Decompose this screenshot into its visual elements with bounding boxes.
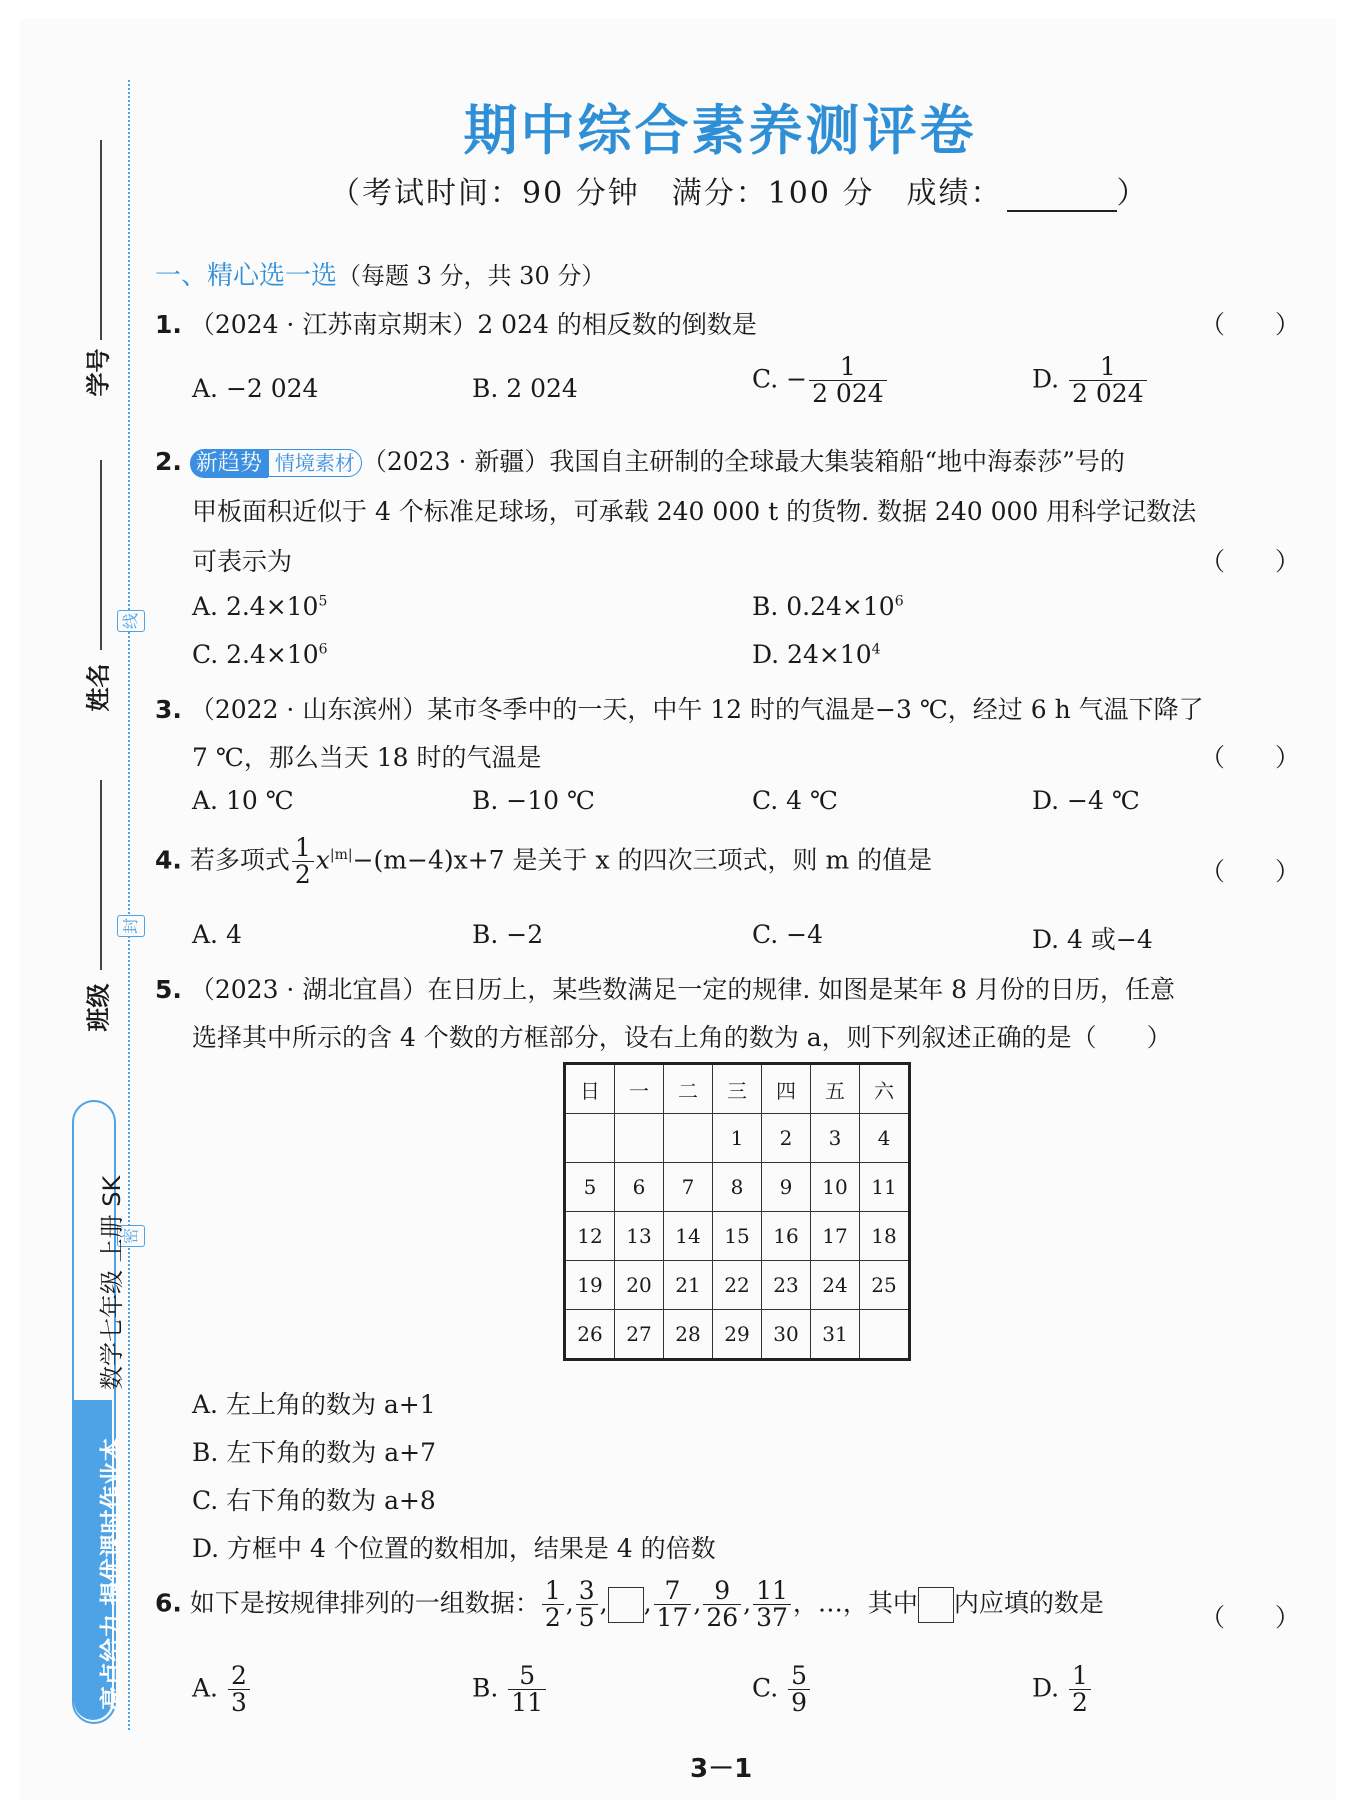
calendar-cell: 12 bbox=[565, 1212, 615, 1261]
answer-paren: （ ） bbox=[1200, 857, 1301, 886]
question-3 bbox=[155, 690, 1204, 726]
exponent: 5 bbox=[318, 593, 328, 610]
question-text-line2: 7 ℃，那么当天 18 时的气温是 bbox=[192, 743, 542, 772]
calendar-row bbox=[565, 1261, 910, 1310]
option-b: B. −10 ℃ bbox=[472, 786, 595, 815]
numerator: 5 bbox=[508, 1663, 546, 1690]
calendar-header-cell: 一 bbox=[615, 1064, 664, 1114]
answer-paren: （ ） bbox=[1200, 310, 1301, 339]
denominator: 5 bbox=[578, 1603, 595, 1633]
numerator: 11 bbox=[753, 1578, 791, 1605]
question-text-pre: 若多项式 bbox=[189, 845, 290, 875]
context-tag: 情境素材 bbox=[268, 449, 362, 477]
option-d: D. 方框中 4 个位置的数相加，结果是 4 的倍数 bbox=[192, 1534, 716, 1563]
numerator: 5 bbox=[788, 1663, 810, 1690]
numerator: 9 bbox=[703, 1578, 741, 1605]
question-text-post: 内应填的数是 bbox=[953, 1588, 1104, 1618]
blank-box bbox=[918, 1587, 954, 1623]
question-text-line3: 可表示为 bbox=[192, 547, 293, 576]
option-c: C. 右下角的数为 a+8 bbox=[192, 1486, 436, 1515]
margin-char-feng: 封 bbox=[117, 915, 145, 937]
calendar-cell: 27 bbox=[615, 1310, 664, 1360]
calendar-cell: 13 bbox=[615, 1212, 664, 1261]
calendar-row bbox=[565, 1114, 910, 1163]
section-points: （每题 3 分，共 30 分） bbox=[337, 262, 606, 290]
numerator: 1 bbox=[1069, 1663, 1091, 1690]
calendar-cell: 2 bbox=[762, 1114, 811, 1163]
calendar-cell: 24 bbox=[811, 1261, 860, 1310]
answer-paren: （ ） bbox=[1200, 547, 1301, 576]
blank-box bbox=[608, 1587, 644, 1623]
fraction bbox=[788, 1663, 810, 1717]
question-number: 1. bbox=[155, 310, 182, 339]
option-d: D. −4 ℃ bbox=[1032, 786, 1140, 815]
spine-top-text: 数学七年级 上册 SK bbox=[98, 1175, 126, 1390]
calendar-header-cell: 日 bbox=[565, 1064, 615, 1114]
section-label: 一、精心选一选 bbox=[155, 261, 338, 291]
calendar-header-cell: 三 bbox=[713, 1064, 762, 1114]
calendar-cell: 8 bbox=[713, 1163, 762, 1212]
fraction bbox=[1069, 1663, 1091, 1717]
calendar-cell: 29 bbox=[713, 1310, 762, 1360]
banji-blank-line bbox=[100, 780, 102, 970]
denominator: 2 bbox=[1072, 1688, 1088, 1718]
denominator: 26 bbox=[706, 1603, 739, 1633]
numerator: 1 bbox=[1069, 354, 1147, 381]
numerator: 2 bbox=[228, 1663, 250, 1690]
numerator: 1 bbox=[809, 354, 887, 381]
option-text: B. 0.24×10 bbox=[752, 592, 895, 621]
denominator: 17 bbox=[656, 1603, 689, 1633]
question-number: 2. bbox=[155, 447, 182, 476]
fraction bbox=[542, 1578, 564, 1632]
denominator: 11 bbox=[511, 1688, 544, 1718]
question-6: 6. 如下是按规律排列的一组数据： $\frac{1}{2}$ , $\frac{3}{5}$ , , $\frac{7}{17}$ , $\frac{9}{26}$ , $\frac{11}{37}$ ，…，其中 内应填的数是 bbox=[155, 1576, 1104, 1633]
question-text-mid: ，…，其中 bbox=[792, 1588, 918, 1618]
xuehao-blank-line bbox=[100, 140, 102, 340]
fraction bbox=[292, 835, 314, 889]
fraction bbox=[654, 1578, 692, 1632]
calendar-cell bbox=[615, 1114, 664, 1163]
calendar-cell: 28 bbox=[664, 1310, 713, 1360]
numerator: 1 bbox=[542, 1578, 564, 1605]
question-number: 4. bbox=[155, 845, 182, 875]
xingming-blank-line bbox=[100, 460, 102, 650]
calendar-cell: 18 bbox=[860, 1212, 910, 1261]
section-heading bbox=[155, 255, 605, 292]
calendar-cell: 7 bbox=[664, 1163, 713, 1212]
calendar-cell: 9 bbox=[762, 1163, 811, 1212]
answer-paren: （ ） bbox=[1200, 743, 1301, 772]
question-text-line2: 甲板面积近似于 4 个标准足球场，可承载 240 000 t 的货物. 数据 240 000 用科学记数法 bbox=[192, 497, 1197, 526]
exponent: |m| bbox=[329, 846, 353, 863]
margin-char-mi: 密 bbox=[117, 1225, 145, 1247]
calendar-header-cell: 六 bbox=[860, 1064, 910, 1114]
fraction bbox=[703, 1578, 741, 1632]
option-a: A. $\frac{2}{3}$ bbox=[192, 1663, 252, 1717]
calendar-cell: 23 bbox=[762, 1261, 811, 1310]
xuehao-label: 学号 bbox=[84, 348, 113, 397]
banji-label: 班级 bbox=[84, 983, 113, 1032]
option-text: A. 2.4×10 bbox=[192, 592, 319, 621]
calendar-cell: 3 bbox=[811, 1114, 860, 1163]
calendar-cell: 17 bbox=[811, 1212, 860, 1261]
option-b: B. $\frac{5}{11}$ bbox=[472, 1663, 548, 1717]
calendar-cell: 14 bbox=[664, 1212, 713, 1261]
option-d bbox=[1032, 354, 1149, 408]
option-label: D. bbox=[1032, 364, 1068, 394]
calendar-cell: 20 bbox=[615, 1261, 664, 1310]
option-c: C. −4 bbox=[752, 920, 823, 949]
option-c: C. 4 ℃ bbox=[752, 786, 838, 815]
numerator: 1 bbox=[292, 835, 314, 862]
fraction bbox=[508, 1663, 546, 1717]
option-label: C. − bbox=[752, 364, 808, 394]
binding-dotted-line bbox=[128, 80, 130, 1730]
fraction bbox=[1069, 354, 1147, 408]
variable: x bbox=[315, 845, 330, 875]
option-a: A. 10 ℃ bbox=[192, 786, 294, 815]
calendar-row bbox=[565, 1163, 910, 1212]
denominator: 9 bbox=[791, 1688, 808, 1718]
calendar-cell: 19 bbox=[565, 1261, 615, 1310]
option-a bbox=[192, 592, 327, 621]
option-b: B. 左下角的数为 a+7 bbox=[192, 1438, 436, 1467]
trend-tag: 新趋势 bbox=[190, 449, 268, 478]
numerator: 3 bbox=[576, 1578, 598, 1605]
question-1 bbox=[155, 305, 757, 341]
score-blank bbox=[1007, 180, 1117, 212]
calendar-cell: 22 bbox=[713, 1261, 762, 1310]
calendar-cell: 1 bbox=[713, 1114, 762, 1163]
exam-info bbox=[330, 168, 1149, 212]
calendar-cell: 21 bbox=[664, 1261, 713, 1310]
calendar-cell: 25 bbox=[860, 1261, 910, 1310]
exam-info-end: ） bbox=[1116, 176, 1149, 211]
option-d: D. 4 或−4 bbox=[1032, 925, 1153, 954]
calendar-cell: 6 bbox=[615, 1163, 664, 1212]
calendar-cell: 10 bbox=[811, 1163, 860, 1212]
option-text: C. 2.4×10 bbox=[192, 640, 319, 669]
calendar-cell: 31 bbox=[811, 1310, 860, 1360]
question-text-pre: 如下是按规律排列的一组数据： bbox=[189, 1588, 540, 1618]
spine-bottom-text: 亮点给力 提优课时作业本 bbox=[98, 1437, 126, 1710]
option-b bbox=[752, 592, 904, 621]
calendar-cell bbox=[860, 1310, 910, 1360]
calendar-header-cell: 二 bbox=[664, 1064, 713, 1114]
option-text: D. 24×10 bbox=[752, 640, 872, 669]
denominator: 2 024 bbox=[812, 379, 884, 409]
exponent: 6 bbox=[894, 593, 904, 610]
calendar-cell bbox=[565, 1114, 615, 1163]
fraction bbox=[753, 1578, 791, 1632]
calendar-header-cell: 四 bbox=[762, 1064, 811, 1114]
question-text-line1: （2022 · 山东滨州）某市冬季中的一天，中午 12 时的气温是−3 ℃，经过 6 h 气温下降了 bbox=[189, 695, 1204, 724]
denominator: 37 bbox=[756, 1603, 788, 1633]
question-text-post: −(m−4)x+7 是关于 x 的四次三项式，则 m 的值是 bbox=[352, 845, 933, 875]
margin-char-xian: 线 bbox=[117, 610, 145, 632]
question-number: 5. bbox=[155, 975, 182, 1004]
option-c bbox=[752, 354, 889, 408]
question-number: 3. bbox=[155, 695, 182, 724]
xingming-label: 姓名 bbox=[84, 663, 113, 712]
option-b: B. −2 bbox=[472, 920, 544, 949]
exponent: 4 bbox=[871, 641, 881, 658]
answer-paren: （ ） bbox=[1200, 1603, 1301, 1632]
question-text-line1: （2023 · 新疆）我国自主研制的全球最大集装箱船“地中海泰莎”号的 bbox=[361, 447, 1125, 476]
calendar-cell: 26 bbox=[565, 1310, 615, 1360]
calendar-cell: 11 bbox=[860, 1163, 910, 1212]
fraction bbox=[228, 1663, 250, 1717]
calendar-header-row bbox=[565, 1064, 910, 1114]
exponent: 6 bbox=[318, 641, 328, 658]
page-number: 3－1 bbox=[690, 1754, 753, 1784]
question-5 bbox=[155, 970, 1175, 1006]
denominator: 2 bbox=[544, 1603, 561, 1633]
option-b: B. 2 024 bbox=[472, 374, 578, 403]
calendar-cell bbox=[664, 1114, 713, 1163]
calendar-header-cell: 五 bbox=[811, 1064, 860, 1114]
option-d: D. $\frac{1}{2}$ bbox=[1032, 1663, 1093, 1717]
question-4 bbox=[155, 835, 932, 889]
fraction bbox=[576, 1578, 598, 1632]
calendar-row bbox=[565, 1310, 910, 1360]
calendar-cell: 16 bbox=[762, 1212, 811, 1261]
numerator: 7 bbox=[654, 1578, 692, 1605]
option-c bbox=[192, 640, 328, 669]
calendar-cell: 30 bbox=[762, 1310, 811, 1360]
question-number: 6. bbox=[155, 1588, 182, 1618]
question-text-line1: （2023 · 湖北宜昌）在日历上，某些数满足一定的规律. 如图是某年 8 月份的日历，任意 bbox=[189, 975, 1176, 1004]
denominator: 2 024 bbox=[1072, 379, 1144, 409]
calendar-cell: 4 bbox=[860, 1114, 910, 1163]
question-text: （2024 · 江苏南京期末）2 024 的相反数的倒数是 bbox=[189, 310, 757, 339]
calendar-table bbox=[563, 1062, 911, 1361]
question-2 bbox=[155, 442, 1125, 478]
option-c: C. $\frac{5}{9}$ bbox=[752, 1663, 812, 1717]
exam-info-text: （考试时间：90 分钟 满分：100 分 成绩： bbox=[330, 176, 1003, 211]
page-title: 期中综合素养测评卷 bbox=[463, 99, 977, 162]
option-d bbox=[752, 640, 881, 669]
calendar-cell: 15 bbox=[713, 1212, 762, 1261]
option-a: A. 左上角的数为 a+1 bbox=[192, 1390, 436, 1419]
calendar-row bbox=[565, 1212, 910, 1261]
option-a: A. 4 bbox=[192, 920, 242, 949]
option-a: A. −2 024 bbox=[192, 374, 319, 403]
denominator: 2 bbox=[294, 860, 311, 890]
fraction bbox=[809, 354, 887, 408]
calendar-cell: 5 bbox=[565, 1163, 615, 1212]
denominator: 3 bbox=[230, 1688, 247, 1718]
question-text-line2: 选择其中所示的含 4 个数的方框部分，设右上角的数为 a，则下列叙述正确的是（ ） bbox=[192, 1023, 1172, 1052]
